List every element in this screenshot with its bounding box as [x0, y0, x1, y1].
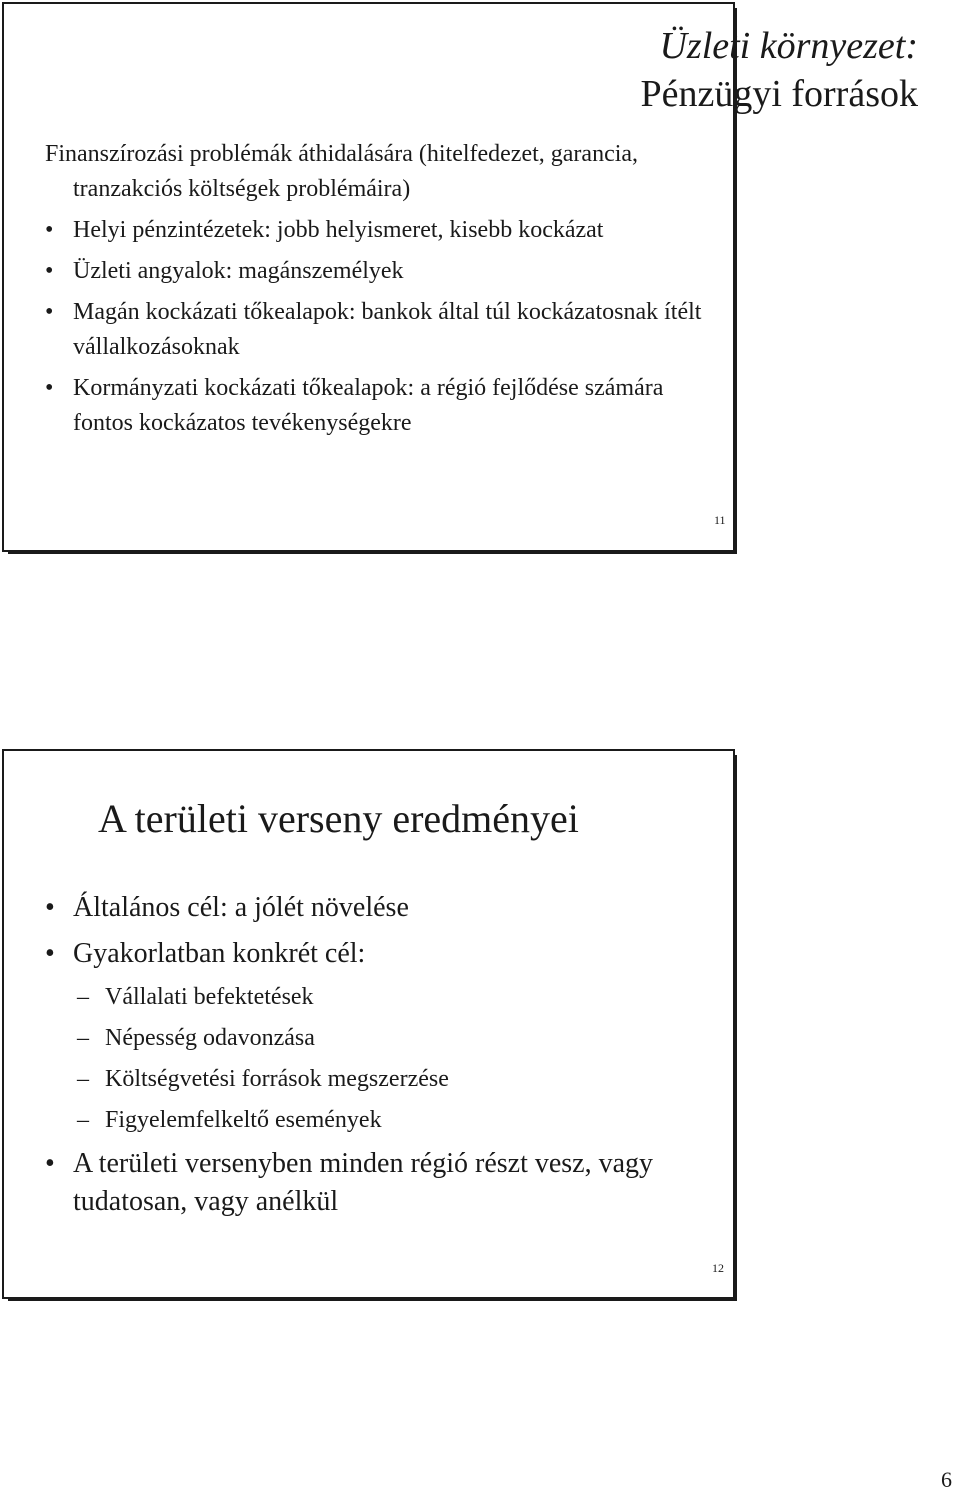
sub-item-text: Vállalati befektetések — [105, 984, 314, 1010]
slide-12-title: A területi verseny eredményei — [98, 796, 579, 841]
bullet-icon: • — [45, 938, 55, 969]
sub-item-text: Figyelemfelkeltő események — [105, 1107, 382, 1133]
slide-11-title-italic: Üzleti környezet: — [659, 25, 918, 67]
sub-item-text: Népesség odavonzása — [105, 1025, 315, 1051]
bullet-icon: • — [45, 892, 55, 923]
bullet-item — [45, 254, 705, 289]
sub-item — [45, 981, 725, 1014]
slide-12-body — [45, 881, 725, 1221]
bullet-text: Magán kockázati tőkealapok: bankok által túl kockázatosnak ítélt vállalkozásoknak — [73, 299, 702, 360]
bullet-item — [45, 889, 725, 927]
bullet-text: Gyakorlatban konkrét cél: — [73, 938, 366, 969]
bullet-text: Helyi pénzintézetek: jobb helyismeret, kisebb kockázat — [73, 217, 604, 243]
bullet-icon: • — [45, 1148, 55, 1179]
dash-icon: – — [77, 984, 89, 1010]
bullet-item — [45, 1145, 725, 1221]
bullet-text: Kormányzati kockázati tőkealapok: a régió fejlődése számára fontos kockázatos tevékenységekre — [73, 375, 664, 436]
bullet-icon: • — [45, 258, 54, 284]
bullet-icon: • — [45, 299, 54, 325]
dash-icon: – — [77, 1025, 89, 1051]
slide-11-body — [45, 137, 705, 441]
bullet-item — [45, 295, 705, 365]
dash-icon: – — [77, 1107, 89, 1133]
bullet-item — [45, 935, 725, 973]
bullet-item — [45, 371, 705, 441]
slide-number: 11 — [714, 513, 726, 527]
bullet-icon: • — [45, 217, 54, 243]
slide-11-intro — [45, 137, 705, 207]
bullet-text: Üzleti angyalok: magánszemélyek — [73, 258, 404, 284]
sub-item — [45, 1022, 725, 1055]
dash-icon: – — [77, 1066, 89, 1092]
bullet-icon: • — [45, 375, 54, 401]
sub-item — [45, 1104, 725, 1137]
slide-11-title: Pénzügyi források — [640, 73, 918, 115]
slide-number: 12 — [712, 1261, 724, 1275]
intro-text: Finanszírozási problémák áthidalására (hitelfedezet, garancia, tranzakciós költségek problémáira) — [45, 141, 639, 202]
bullet-item — [45, 213, 705, 248]
bullet-text: A területi versenyben minden régió részt vesz, vagy tudatosan, vagy anélkül — [73, 1148, 654, 1217]
page-number: 6 — [941, 1467, 952, 1492]
sub-item — [45, 1063, 725, 1096]
bullet-text: Általános cél: a jólét növelése — [73, 892, 409, 923]
sub-item-text: Költségvetési források megszerzése — [105, 1066, 449, 1092]
